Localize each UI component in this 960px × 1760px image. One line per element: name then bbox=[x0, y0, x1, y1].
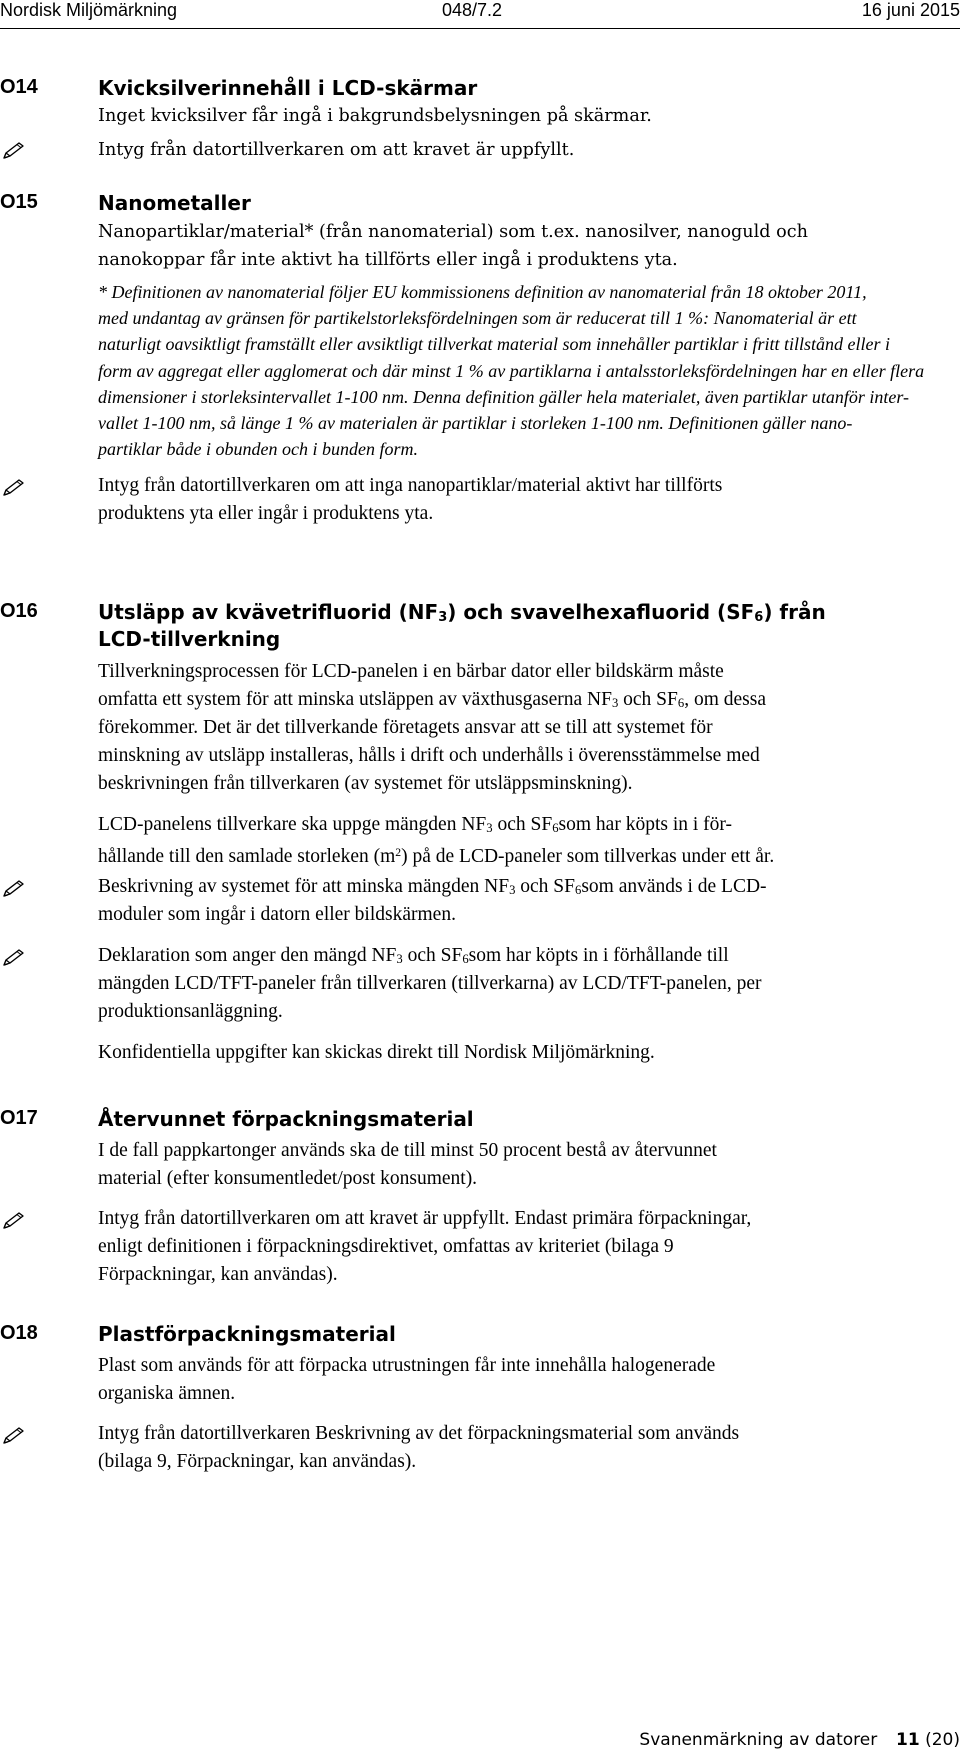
requirement-title-o14: Kvicksilverinnehåll i LCD-skärmar bbox=[98, 76, 478, 100]
requirement-text-o16-p2-line1: LCD-panelens tillverkare ska uppge mängden $NF_3$ och $SF_6som$ har köpts in i för- bbox=[98, 814, 733, 835]
requirement-text-o16-line3: förekommer. Det är det tillverkande företagets ansvar att se till att systemet för bbox=[98, 717, 713, 738]
proof-text-o14: Intyg från datortillverkaren om att kravet är uppfyllt. bbox=[98, 140, 575, 160]
pencil-icon bbox=[2, 880, 24, 898]
proof-text-o16-a-line1: Beskrivning av systemet för att minska mängden $NF_3$ och $SF_6som$ används i de LCD- bbox=[98, 876, 767, 897]
proof-text-o17-line2: enligt definitionen i förpackningsdirektivet, omfattas av kriteriet (bilaga 9 bbox=[98, 1236, 674, 1257]
requirement-code-o17: O17 bbox=[0, 1107, 38, 1129]
proof-text-o18-line1: Intyg från datortillverkaren Beskrivning av det förpackningsmaterial som används bbox=[98, 1423, 740, 1444]
requirement-title-o16: Utsläpp av kvävetrifluorid $(NF_3)$ och svavelhexafluorid $(SF_6)$ från bbox=[98, 600, 826, 625]
requirement-text-o14: Inget kvicksilver får ingå i bakgrundsbelysningen på skärmar. bbox=[98, 106, 652, 126]
proof-text-o18-line2: (bilaga 9, Förpackningar, kan användas). bbox=[98, 1451, 417, 1472]
requirement-text-o15-line2: nanokoppar får inte aktivt ha tillförts eller ingå i produktens yta. bbox=[98, 250, 678, 270]
requirement-text-o15-line1: Nanopartiklar/material* (från nanomaterial) som t.ex. nanosilver, nanoguld och bbox=[98, 222, 808, 242]
requirement-code-o15: O15 bbox=[0, 191, 38, 213]
requirement-title-o17: Återvunnet förpackningsmaterial bbox=[98, 1107, 474, 1131]
footnote-line: med undantag av gränsen för partikelstorleksfördelningen som är reducerat till 1 %: Nanomaterial är ett bbox=[98, 308, 857, 329]
footer-page-number: 11 bbox=[896, 1730, 920, 1750]
requirement-text-o17-line1: I de fall pappkartonger används ska de till minst 50 procent bestå av återvunnet bbox=[98, 1140, 717, 1161]
page-footer bbox=[639, 1730, 960, 1756]
proof-text-o16-b-line2: mängden LCD/TFT-paneler från tillverkaren (tillverkarna) av LCD/TFT-panelen, per bbox=[98, 973, 762, 994]
requirement-title-o15: Nanometaller bbox=[98, 191, 251, 215]
footnote-line: * Definitionen av nanomaterial följer EU kommissionens definition av nanomaterial från 18 oktober 2011, bbox=[98, 282, 867, 302]
pencil-icon bbox=[2, 949, 24, 967]
requirement-code-o14: O14 bbox=[0, 76, 38, 98]
requirement-text-o17-line2: material (efter konsumentledet/post konsument). bbox=[98, 1168, 478, 1189]
requirement-text-o16-line2: omfatta ett system för att minska utsläppen av växthusgaserna $NF_3$ och $SF_6$, om dessa bbox=[98, 689, 766, 710]
requirement-title-o16-line2: LCD-tillverkning bbox=[98, 627, 281, 651]
requirement-text-o18-line1: Plast som används för att förpacka utrustningen får inte innehålla halogenerade bbox=[98, 1355, 716, 1376]
proof-text-o16-a-line2: moduler som ingår i datorn eller bildskärmen. bbox=[98, 904, 456, 925]
pencil-icon bbox=[2, 1427, 24, 1445]
footnote-o15 bbox=[98, 279, 958, 462]
requirement-text-o16-line5: beskrivningen från tillverkaren (av systemet för utsläppsminskning). bbox=[98, 773, 633, 794]
footer-document-title: Svanenmärkning av datorer bbox=[639, 1730, 878, 1750]
footnote-line: partiklar både i obunden och i bunden form. bbox=[98, 439, 418, 460]
requirement-text-o16-line4: minskning av utsläpp installeras, hålls i drift och underhålls i överensstämmelse med bbox=[98, 745, 760, 766]
footer-page-total: (20) bbox=[925, 1730, 960, 1750]
page-header bbox=[0, 0, 960, 29]
proof-text-o16-b-line3: produktionsanläggning. bbox=[98, 1001, 283, 1022]
proof-text-o17-line1: Intyg från datortillverkaren om att kravet är uppfyllt. Endast primära förpackningar, bbox=[98, 1208, 752, 1229]
pencil-icon bbox=[2, 1212, 24, 1230]
requirement-code-o18: O18 bbox=[0, 1322, 38, 1344]
requirement-code-o16: O16 bbox=[0, 600, 38, 622]
footnote-line: dimensioner i storleksintervallet 1-100 nm. Denna definition gäller hela materialet, även partiklar utanför inter- bbox=[98, 386, 910, 407]
header-document-number: 048/7.2 bbox=[442, 0, 503, 20]
requirement-text-o16-p2-line2: hållande till den samlade storleken $(m^2)$ på de LCD-paneler som tillverkas under ett år. bbox=[98, 845, 775, 867]
confidentiality-note: Konfidentiella uppgifter kan skickas direkt till Nordisk Miljömärkning. bbox=[98, 1042, 655, 1063]
requirement-text-o18-line2: organiska ämnen. bbox=[98, 1383, 236, 1404]
footnote-line: naturligt oavsiktligt framställt eller avsiktligt tillverkat material som innehåller partiklar i fritt tillstånd eller i bbox=[98, 334, 890, 355]
proof-text-o16-b-line1: Deklaration som anger den mängd $NF_3$ och $SF_6som$ har köpts in i förhållande till bbox=[98, 945, 729, 966]
header-organization: Nordisk Miljömärkning bbox=[0, 0, 178, 20]
footnote-line: vallet 1-100 nm, så länge 1 % av materialen är partiklar i storleken 1-100 nm. Definitionen gäller nano- bbox=[98, 413, 853, 434]
pencil-icon bbox=[2, 142, 24, 160]
requirement-title-o18: Plastförpackningsmaterial bbox=[98, 1322, 396, 1346]
proof-text-o15-line2: produktens yta eller ingår i produktens yta. bbox=[98, 503, 434, 524]
pencil-icon bbox=[2, 479, 24, 497]
footnote-line: form av aggregat eller agglomerat och där minst 1 % av partiklarna i antalsstorleksfördelningen har en eller flera bbox=[98, 360, 925, 381]
proof-text-o15-line1: Intyg från datortillverkaren om att inga nanopartiklar/material aktivt har tillförts bbox=[98, 475, 723, 496]
requirement-text-o16-line1: Tillverkningsprocessen för LCD-panelen i en bärbar dator eller bildskärm måste bbox=[98, 661, 724, 682]
header-date: 16 juni 2015 bbox=[861, 0, 960, 20]
proof-text-o17-line3: Förpackningar, kan användas). bbox=[98, 1264, 338, 1285]
